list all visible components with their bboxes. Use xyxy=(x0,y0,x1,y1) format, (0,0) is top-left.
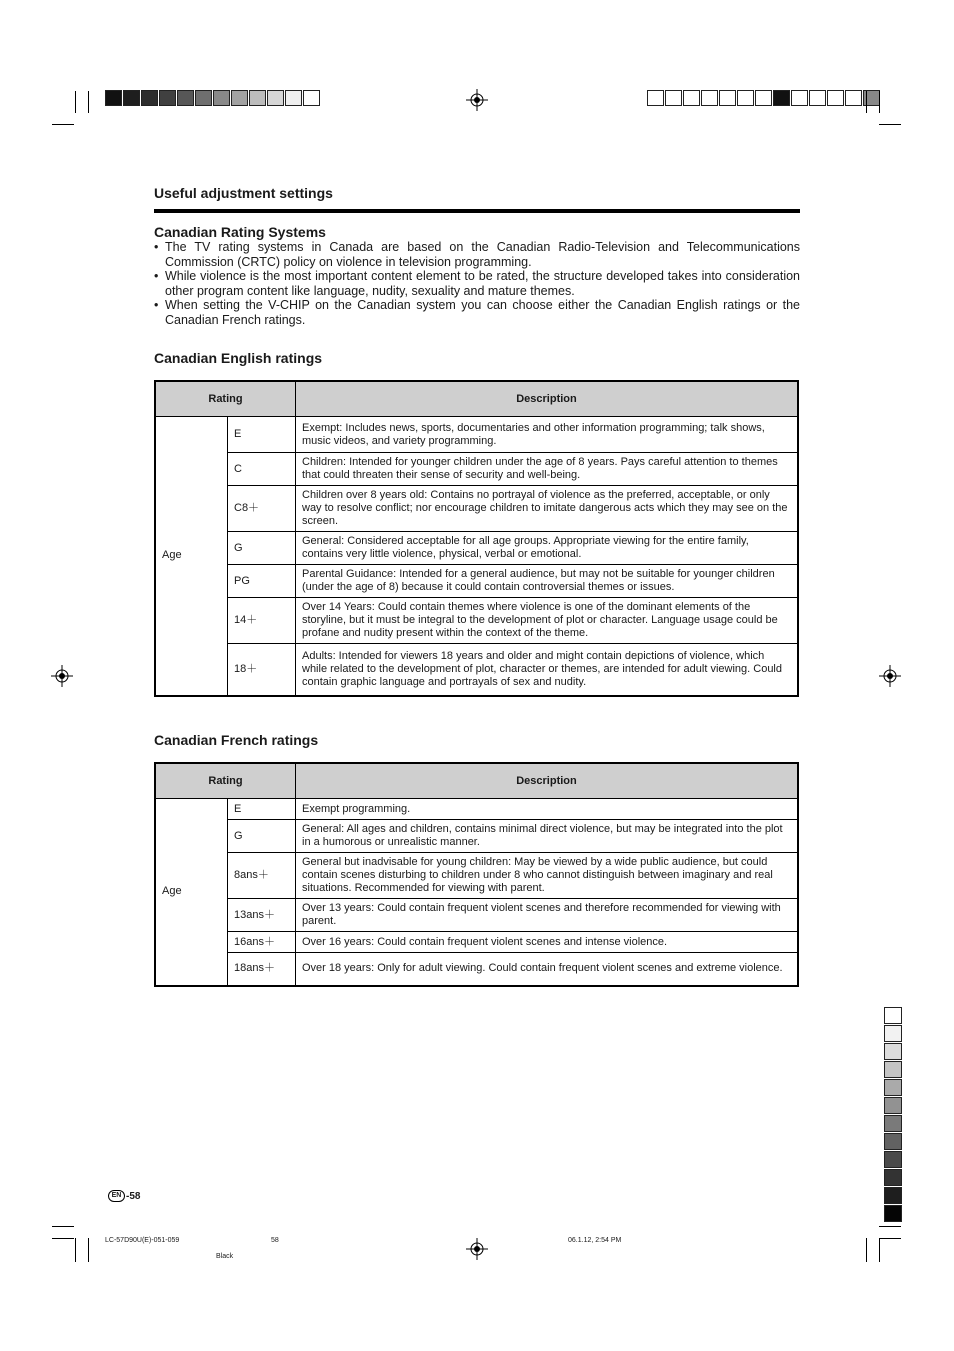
color-swatch xyxy=(773,90,790,106)
document-page: 58 xyxy=(271,1237,279,1244)
color-bar-top-left xyxy=(105,90,321,106)
rating-code: G xyxy=(228,532,296,565)
rating-code: C8＋ xyxy=(228,486,296,532)
column-header-description: Description xyxy=(296,381,799,417)
table-row xyxy=(155,953,798,986)
bullet-item: • While violence is the most important content element to be rated, the structure developed takes into consideration other program content like language, nudity, sexuality and mature themes. xyxy=(154,269,800,298)
color-swatch xyxy=(665,90,682,106)
color-swatch xyxy=(884,1061,902,1078)
intro-title: Canadian Rating Systems xyxy=(154,224,326,240)
table-row xyxy=(155,486,798,532)
color-swatch xyxy=(105,90,122,106)
color-swatch xyxy=(285,90,302,106)
color-swatch xyxy=(884,1007,902,1024)
color-swatch xyxy=(737,90,754,106)
rating-code: 14＋ xyxy=(228,598,296,644)
color-swatch xyxy=(213,90,230,106)
color-swatch xyxy=(845,90,862,106)
rating-description: Over 16 years: Could contain frequent violent scenes and intense violence. xyxy=(296,932,799,953)
english-ratings-title: Canadian English ratings xyxy=(154,350,323,366)
color-swatch xyxy=(884,1097,902,1114)
crop-mark xyxy=(866,1238,867,1262)
color-bar-top-right xyxy=(647,90,881,106)
crop-mark xyxy=(879,1238,901,1239)
registration-mark-icon xyxy=(51,665,73,687)
crop-mark xyxy=(75,91,76,113)
rating-description: Over 18 years: Only for adult viewing. Could contain frequent violent scenes and extreme violence. xyxy=(296,953,799,986)
table-row xyxy=(155,565,798,598)
color-bar-side xyxy=(884,1007,902,1223)
crop-mark xyxy=(879,124,901,125)
color-swatch xyxy=(884,1025,902,1042)
rating-description: Exempt programming. xyxy=(296,799,799,820)
rating-description: Over 13 years: Could contain frequent violent scenes and therefore recommended for viewing with parent. xyxy=(296,899,799,932)
rating-code: C xyxy=(228,453,296,486)
table-row xyxy=(155,453,798,486)
rating-code: 16ans＋ xyxy=(228,932,296,953)
crop-mark xyxy=(866,91,867,113)
rating-description: General: Considered acceptable for all age groups. Appropriate viewing for the entire family, contains very little violence, physical, verbal or emotional. xyxy=(296,532,799,565)
color-swatch xyxy=(195,90,212,106)
color-swatch xyxy=(827,90,844,106)
column-header-rating: Rating xyxy=(155,763,296,799)
rating-code: E xyxy=(228,417,296,453)
color-swatch xyxy=(141,90,158,106)
crop-mark xyxy=(88,91,89,113)
color-swatch xyxy=(267,90,284,106)
age-group-cell: Age xyxy=(155,799,228,986)
language-badge-icon: EN xyxy=(108,1190,125,1202)
intro-bullets xyxy=(154,240,800,327)
english-ratings-table xyxy=(154,380,799,697)
rating-code: PG xyxy=(228,565,296,598)
color-swatch xyxy=(647,90,664,106)
color-swatch xyxy=(884,1133,902,1150)
rating-description: Children: Intended for younger children under the age of 8 years. Pays careful attention to themes that could threaten their sense of security and well-being. xyxy=(296,453,799,486)
column-header-description: Description xyxy=(296,763,799,799)
color-swatch xyxy=(884,1043,902,1060)
section-heading: Useful adjustment settings xyxy=(154,185,333,201)
table-row xyxy=(155,820,798,853)
table-row xyxy=(155,899,798,932)
color-swatch xyxy=(791,90,808,106)
table-row xyxy=(155,644,798,696)
color-swatch xyxy=(719,90,736,106)
document-code: LC-57D90U(E)-051-059 xyxy=(105,1237,180,1244)
color-swatch xyxy=(884,1115,902,1132)
age-group-cell: Age xyxy=(155,417,228,696)
color-swatch xyxy=(884,1169,902,1186)
table-row xyxy=(155,598,798,644)
rating-description: Children over 8 years old: Contains no portrayal of violence as the preferred, acceptable, or only way to resolve conflict; nor encourage children to imitate dangerous acts which they may see on the screen. xyxy=(296,486,799,532)
color-swatch xyxy=(303,90,320,106)
registration-mark-icon xyxy=(466,1238,488,1260)
crop-mark xyxy=(879,1226,901,1227)
table-row xyxy=(155,799,798,820)
color-swatch xyxy=(755,90,772,106)
rating-code: 13ans＋ xyxy=(228,899,296,932)
page-number xyxy=(108,1190,140,1202)
color-swatch xyxy=(884,1079,902,1096)
color-swatch xyxy=(884,1187,902,1204)
french-ratings-table xyxy=(154,762,799,987)
rating-description: Exempt: Includes news, sports, documentaries and other information programming; talk shows, music videos, and variety programming. xyxy=(296,417,799,453)
color-swatch xyxy=(177,90,194,106)
table-row xyxy=(155,532,798,565)
rating-code: 18ans＋ xyxy=(228,953,296,986)
rating-description: General: All ages and children, contains minimal direct violence, but may be integrated into the plot in a humorous or unrealistic manner. xyxy=(296,820,799,853)
rating-description: Adults: Intended for viewers 18 years and older and might contain depictions of violence, which while related to the development of plot, character or themes, are intended for adult viewing. Could contain graphic language and portrayals of sex and nudity. xyxy=(296,644,799,696)
print-timestamp: 06.1.12, 2:54 PM xyxy=(568,1237,622,1244)
registration-mark-icon xyxy=(466,89,488,111)
crop-mark xyxy=(75,1238,76,1262)
crop-mark xyxy=(52,1226,74,1227)
color-swatch xyxy=(123,90,140,106)
color-swatch xyxy=(249,90,266,106)
registration-mark-icon xyxy=(879,665,901,687)
table-row xyxy=(155,417,798,453)
color-swatch xyxy=(884,1205,902,1222)
table-row xyxy=(155,932,798,953)
page-number-text: -58 xyxy=(126,1190,141,1202)
color-swatch xyxy=(231,90,248,106)
color-swatch xyxy=(884,1151,902,1168)
color-swatch xyxy=(159,90,176,106)
table-row xyxy=(155,853,798,899)
crop-mark xyxy=(52,124,74,125)
rating-description: Over 14 Years: Could contain themes where violence is one of the dominant elements of the storyline, but it must be integral to the development of plot or character. Language usage could be profane and nudity present within the context of the theme. xyxy=(296,598,799,644)
crop-mark xyxy=(88,1238,89,1262)
rating-description: Parental Guidance: Intended for a general audience, but may not be suitable for younger children (under the age of 8) because it could contain controversial themes or issues. xyxy=(296,565,799,598)
crop-mark xyxy=(879,91,880,113)
color-swatch xyxy=(701,90,718,106)
column-header-rating: Rating xyxy=(155,381,296,417)
crop-mark xyxy=(52,1238,74,1239)
crop-mark xyxy=(879,1238,880,1262)
rating-code: 8ans＋ xyxy=(228,853,296,899)
rating-code: G xyxy=(228,820,296,853)
color-swatch xyxy=(809,90,826,106)
heading-rule xyxy=(154,209,800,213)
color-swatch xyxy=(683,90,700,106)
rating-description: General but inadvisable for young children: May be viewed by a wide public audience, but could contain scenes disturbing to children under 8 who cannot distinguish between imaginary and real situations. Recommended for viewing with parent. xyxy=(296,853,799,899)
rating-code: E xyxy=(228,799,296,820)
bullet-item: • The TV rating systems in Canada are based on the Canadian Radio-Television and Telecommunications Commission (CRTC) policy on violence in television programming. xyxy=(154,240,800,269)
plate-color-label: Black xyxy=(216,1253,234,1260)
rating-code: 18＋ xyxy=(228,644,296,696)
french-ratings-title: Canadian French ratings xyxy=(154,732,319,748)
bullet-item: • When setting the V-CHIP on the Canadian system you can choose either the Canadian English ratings or the Canadian French ratings. xyxy=(154,298,800,327)
